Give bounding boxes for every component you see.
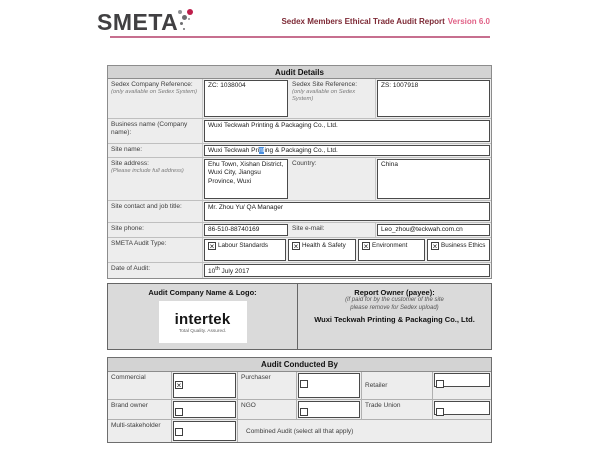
- intertek-tagline: Total Quality. Assured.: [178, 328, 227, 334]
- site-name-label: Site name:: [108, 144, 203, 157]
- sedex-site-reference-note: (only available on Sedex System): [292, 89, 356, 103]
- site-email-label: Site e-mail:: [289, 223, 376, 237]
- retailer-checkbox[interactable]: [436, 380, 444, 388]
- table-row: [108, 79, 491, 119]
- environment-checkbox[interactable]: ×: [363, 242, 369, 251]
- labour-standards-checkbox[interactable]: ×: [209, 242, 215, 251]
- audit-conducted-by-grid: [108, 372, 491, 442]
- table-row: [108, 238, 491, 263]
- table-row: [108, 144, 491, 158]
- smeta-logo-text: SMETA: [97, 9, 179, 35]
- intertek-logo-text: intertek: [174, 310, 231, 328]
- labour-standards-label: Labour Standards: [218, 242, 269, 249]
- business-ethics-label: Business Ethics: [441, 242, 486, 249]
- report-owner-note: (if paid for by the customer of the site please remove for Sedex upload): [345, 297, 444, 311]
- brand-owner-checkbox[interactable]: [175, 408, 183, 416]
- commercial-field: [172, 372, 238, 400]
- date-of-audit-label: Date of Audit:: [108, 263, 203, 278]
- business-name-value[interactable]: Wuxi Teckwah Printing & Packaging Co., Ltd.: [204, 120, 490, 142]
- audit-details-table: [107, 65, 492, 279]
- purchaser-label: Purchaser: [238, 372, 297, 400]
- audit-type-option: [288, 239, 356, 261]
- health-safety-checkbox[interactable]: ×: [293, 242, 299, 251]
- report-owner-title: Report Owner (payee):: [354, 288, 435, 297]
- combined-audit-label: Combined Audit (select all that apply): [238, 420, 491, 442]
- health-safety-label: Health & Safety: [302, 242, 346, 249]
- commercial-checkbox[interactable]: ×: [176, 381, 182, 390]
- version-label: Version 6.0: [447, 17, 490, 26]
- audit-type-option: [427, 239, 490, 261]
- brand-owner-field: [172, 400, 238, 420]
- audit-conducted-by-table: [107, 357, 492, 443]
- header-rule: [110, 36, 490, 38]
- trade-union-checkbox[interactable]: [436, 408, 444, 416]
- site-phone-label: Site phone:: [108, 223, 203, 237]
- report-title: [281, 17, 490, 26]
- sedex-site-reference-value[interactable]: ZS: 1007918: [377, 80, 490, 117]
- report-owner-value: Wuxi Teckwah Printing & Packaging Co., Ltd.: [314, 314, 475, 324]
- sedex-company-reference-value[interactable]: ZC: 1038004: [204, 80, 288, 117]
- intertek-logo: [159, 301, 247, 343]
- environment-label: Environment: [372, 242, 408, 249]
- audit-company-title: Audit Company Name & Logo:: [148, 288, 257, 297]
- site-contact-label: Site contact and job title:: [108, 201, 203, 222]
- site-contact-value[interactable]: Mr. Zhou Yu/ QA Manager: [204, 202, 490, 221]
- country-label: Country:: [289, 158, 376, 200]
- table-row: [108, 263, 491, 278]
- report-title-text: Sedex Members Ethical Trade Audit Report: [281, 17, 445, 26]
- purchaser-field: [297, 372, 362, 400]
- country-value[interactable]: China: [377, 159, 490, 199]
- retailer-label: Retailer: [362, 372, 433, 400]
- business-name-label: Business name (Company name):: [108, 119, 203, 143]
- trade-union-field: [433, 400, 491, 420]
- site-address-value[interactable]: Ehu Town, Xishan District, Wuxi City, Jiangsu Province, Wuxi: [204, 159, 288, 199]
- sedex-site-reference-label: Sedex Site Reference: (only available on Sedex System): [289, 79, 376, 118]
- date-of-audit-value[interactable]: 10th July 2017: [204, 264, 490, 277]
- site-email-value[interactable]: Leo_zhou@teckwah.com.cn: [377, 224, 490, 236]
- report-owner-cell: [298, 284, 491, 349]
- table-row: [108, 223, 491, 238]
- retailer-field: [433, 372, 491, 400]
- ngo-label: NGO: [238, 400, 297, 420]
- table-row: [108, 201, 491, 223]
- audit-type-option: [204, 239, 286, 261]
- audit-conducted-by-title: Audit Conducted By: [108, 358, 491, 372]
- trade-union-label: Trade Union: [362, 400, 433, 420]
- sedex-company-reference-label: Sedex Company Reference: (only available on Sedex System): [108, 79, 203, 118]
- site-name-value[interactable]: Wuxi Teckwah Printing & Packaging Co., Ltd.: [204, 145, 490, 156]
- multi-stakeholder-label: Multi-stakeholder: [108, 420, 172, 442]
- multi-stakeholder-field: [172, 420, 238, 442]
- site-phone-value[interactable]: 86-510-88740169: [204, 224, 288, 236]
- business-ethics-checkbox[interactable]: ×: [432, 242, 438, 251]
- audit-type-label: SMETA Audit Type:: [108, 238, 203, 262]
- smeta-dots-icon: [178, 9, 193, 31]
- site-address-note: (Please include full address): [111, 168, 184, 175]
- site-address-label: Site address: (Please include full address): [108, 158, 203, 200]
- multi-stakeholder-checkbox[interactable]: [175, 428, 183, 436]
- table-row: [108, 158, 491, 201]
- company-owner-panel: [107, 283, 492, 350]
- table-row: [108, 119, 491, 144]
- audit-details-title: Audit Details: [108, 66, 491, 79]
- audit-company-cell: [108, 284, 298, 349]
- text-selection: nt: [259, 147, 265, 154]
- audit-type-option: [358, 239, 425, 261]
- sedex-company-reference-note: (only available on Sedex System): [111, 89, 198, 96]
- brand-owner-label: Brand owner: [108, 400, 172, 420]
- ngo-checkbox[interactable]: [300, 408, 308, 416]
- smeta-logo: [97, 9, 193, 36]
- purchaser-checkbox[interactable]: [300, 380, 308, 388]
- commercial-label: Commercial: [108, 372, 172, 400]
- ngo-field: [297, 400, 362, 420]
